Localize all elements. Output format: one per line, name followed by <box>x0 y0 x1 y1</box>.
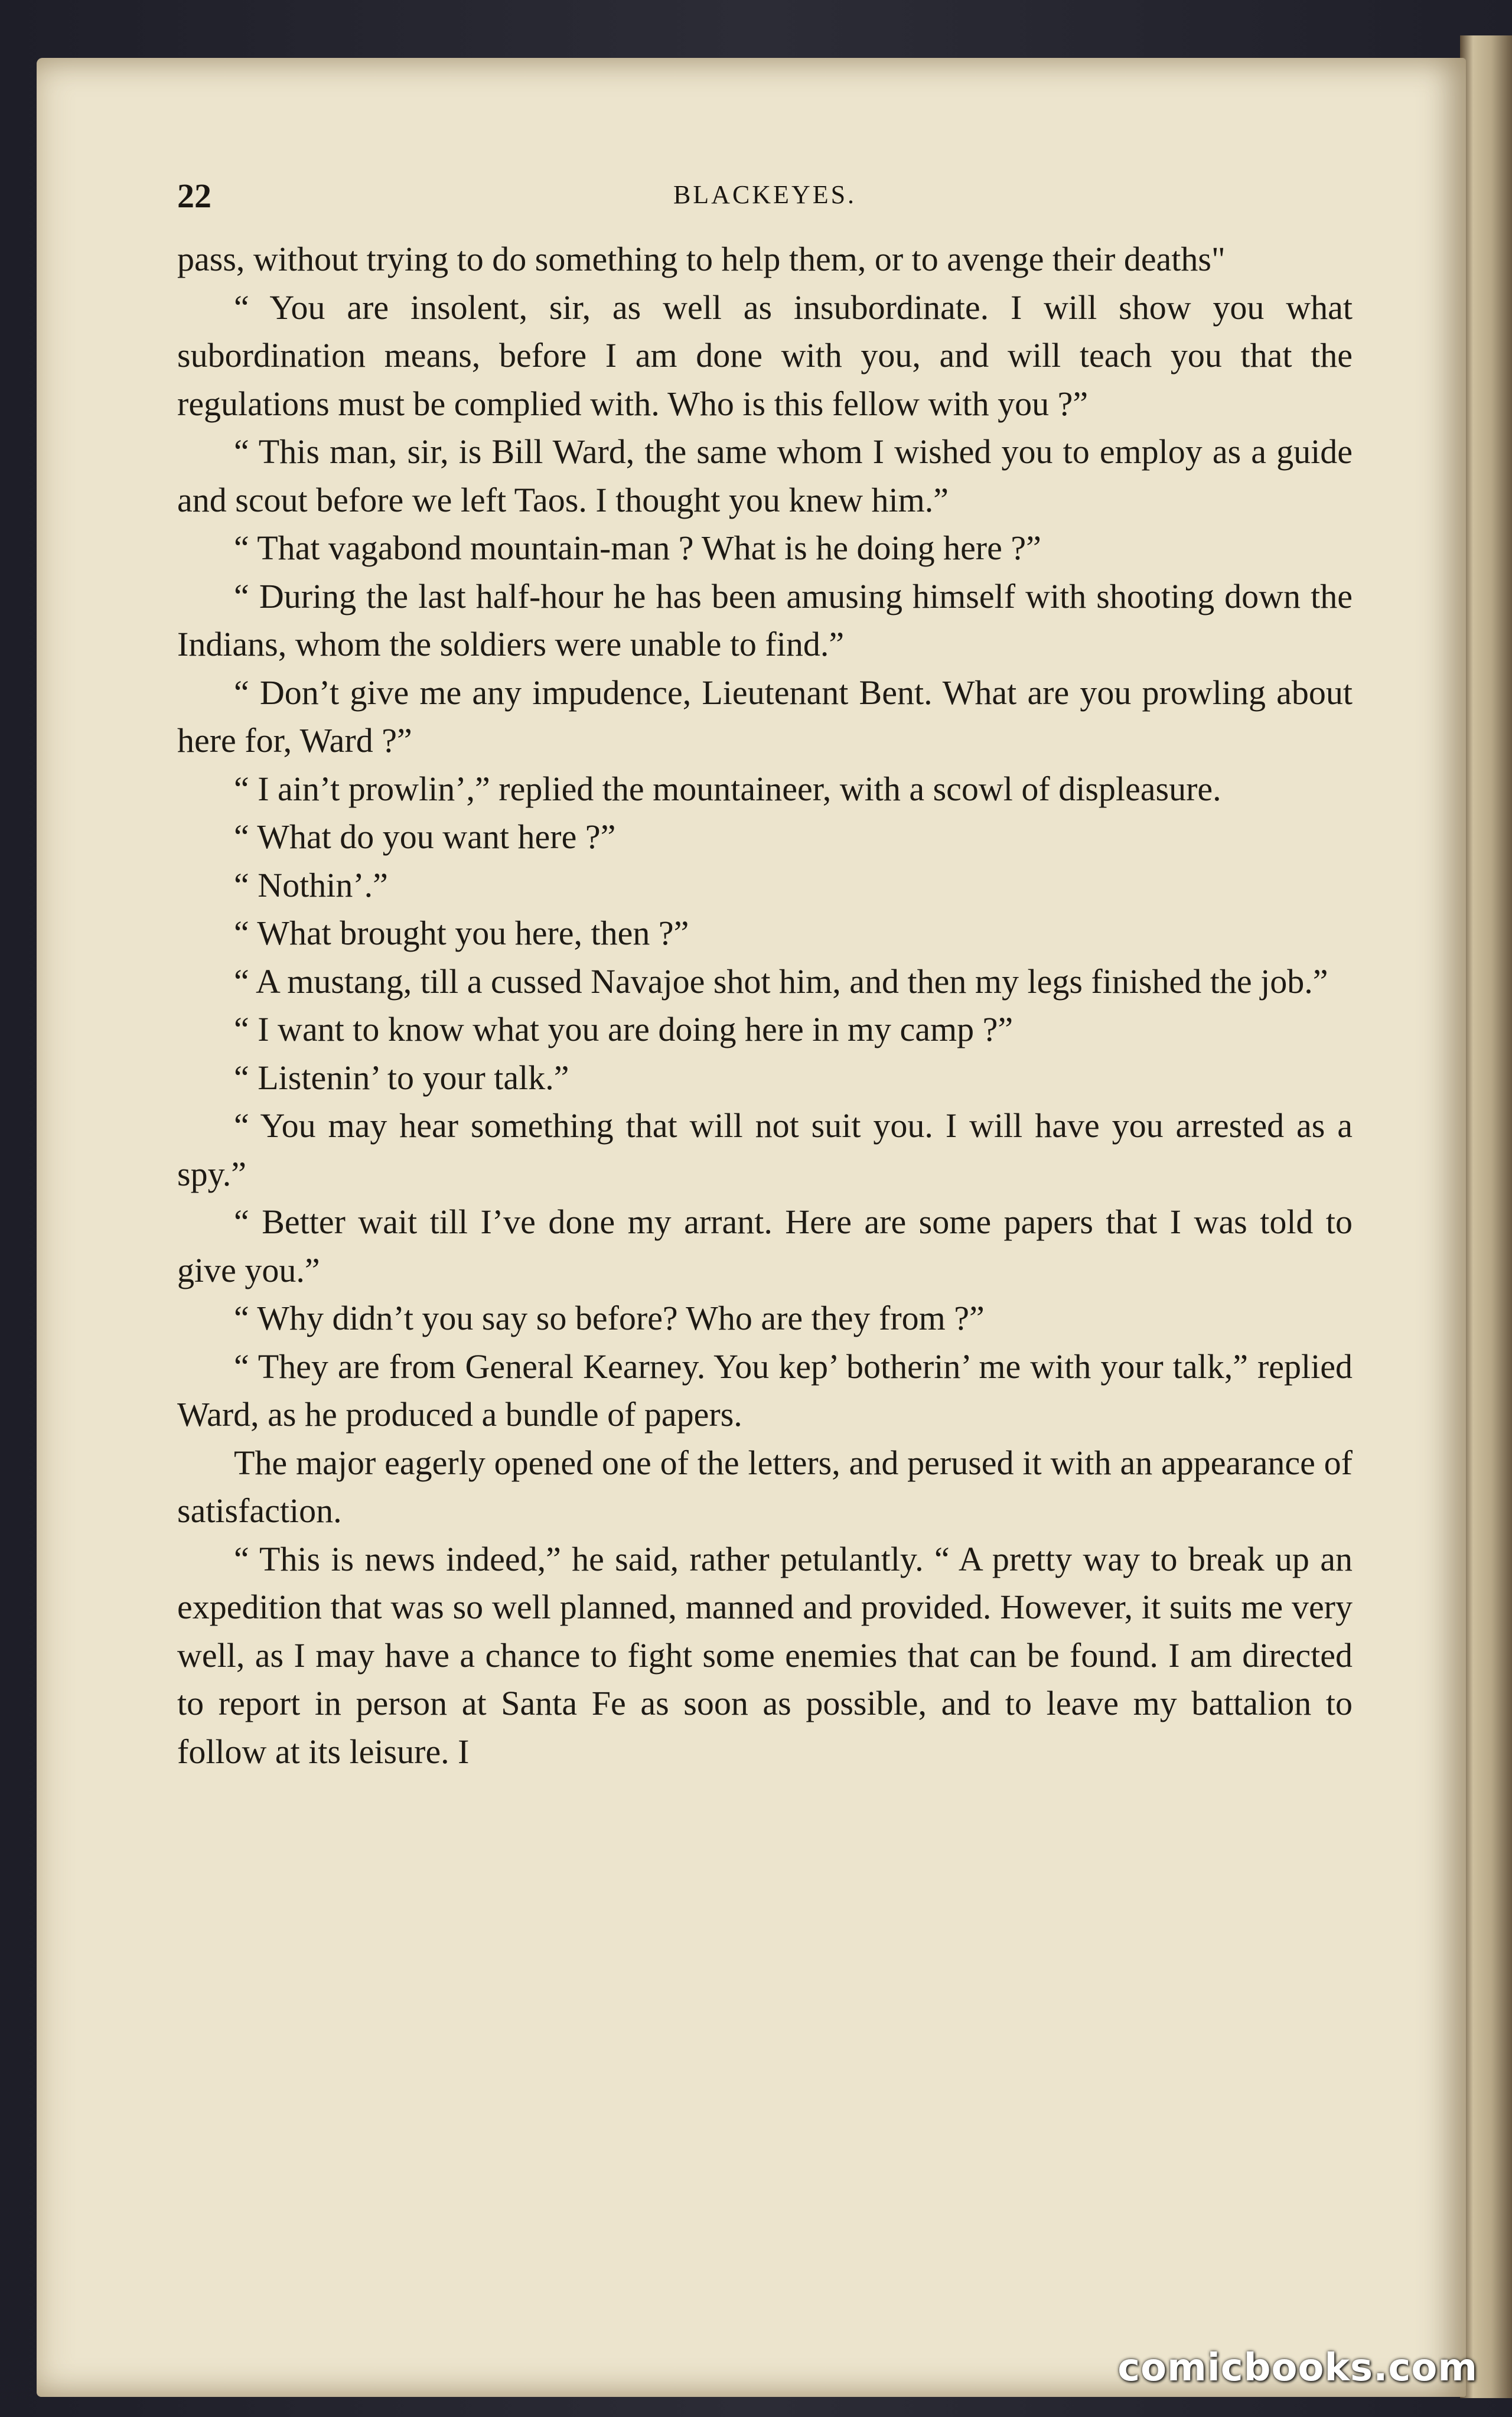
paragraph: “ I ain’t prowlin’,” replied the mountaineer, with a scowl of displeasure. <box>234 769 1221 808</box>
paragraph: “ This is news indeed,” he said, rather petulantly. “ A pretty way to break up an expedition that was so well planned, manned and provided. However, it suits me very well, as I may have a chance to fight some enemies that can be found. I am directed to report in person at Santa Fe as soon as possible, and to leave my battalion to follow at its leisure. I <box>177 1539 1353 1771</box>
paragraph: “ Listenin’ to your talk.” <box>234 1058 569 1097</box>
paragraph: “ A mustang, till a cussed Navajoe shot him, and then my legs finished the job.” <box>234 962 1328 1001</box>
paragraph: “ You may hear something that will not suit you. I will have you arrested as a spy.” <box>177 1106 1353 1193</box>
paragraph: “ Why didn’t you say so before? Who are they from ?” <box>234 1299 985 1337</box>
paragraph: “ What brought you here, then ?” <box>234 914 689 952</box>
paragraph: “ You are insolent, sir, as well as insubordinate. I will show you what subordination means, before I am done with you, and will teach you that the regulations must be complied with. Who is this fellow with you ?” <box>177 288 1353 423</box>
paragraph: “ What do you want here ?” <box>234 817 616 856</box>
paragraph: “ Better wait till I’ve done my arrant. Here are some papers that I was told to give you.” <box>177 1203 1353 1289</box>
paragraph: “ Don’t give me any impudence, Lieutenant Bent. What are you prowling about here for, Ward ?” <box>177 673 1353 760</box>
paragraph: “ That vagabond mountain-man ? What is he doing here ?” <box>234 529 1041 567</box>
next-page-edge <box>1460 35 1512 2398</box>
paragraph: “ During the last half-hour he has been amusing himself with shooting down the Indians, whom the soldiers were unable to find.” <box>177 576 1353 663</box>
paragraph: “ Nothin’.” <box>234 865 388 904</box>
site-watermark: comicbooks.com <box>1117 2346 1478 2390</box>
paragraph: “ I want to know what you are doing here in my camp ?” <box>234 1010 1014 1048</box>
running-head <box>177 176 1353 217</box>
paragraph: “ This man, sir, is Bill Ward, the same whom I wished you to employ as a guide and scout before we left Taos. I thought you knew him.” <box>177 432 1353 519</box>
paragraph: pass, without trying to do something to help them, or to avenge their deaths" <box>177 240 1226 278</box>
page-number: 22 <box>177 177 211 215</box>
body-text <box>177 235 1353 2232</box>
running-title: BLACKEYES. <box>673 180 857 209</box>
paragraph: “ They are from General Kearney. You kep’ botherin’ me with your talk,” replied Ward, as he produced a bundle of papers. <box>177 1347 1353 1434</box>
paragraph: The major eagerly opened one of the letters, and perused it with an appearance of satisfaction. <box>177 1443 1353 1530</box>
